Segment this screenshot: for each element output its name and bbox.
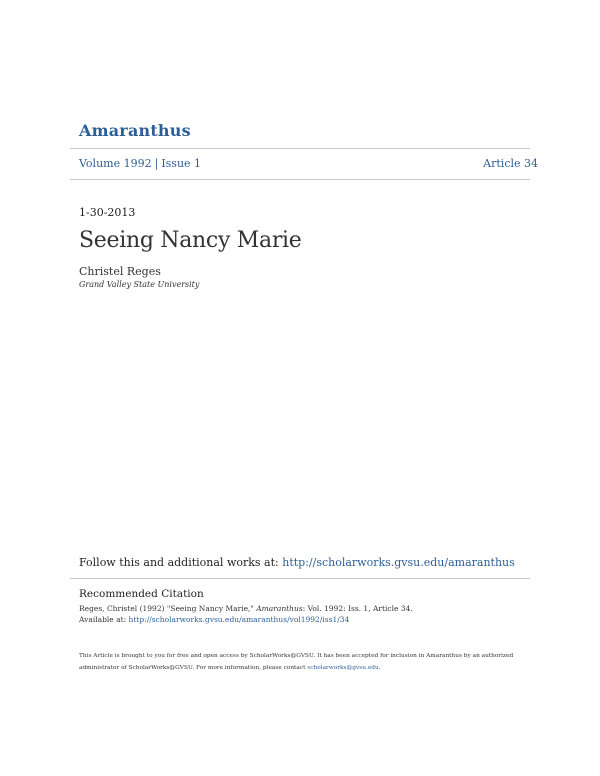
- volume-link[interactable]: Volume 1992: [79, 157, 152, 170]
- author-name: Christel Reges: [79, 265, 161, 278]
- citation-post: : Vol. 1992: Iss. 1, Article 34.: [302, 604, 413, 613]
- follow-line: [79, 556, 515, 569]
- article-number-link[interactable]: Article 34: [483, 157, 538, 170]
- publication-date: 1-30-2013: [79, 206, 136, 219]
- volume-issue-line: [79, 157, 201, 170]
- article-url-link[interactable]: http://scholarworks.gvsu.edu/amaranthus/vol1992/iss1/34: [128, 615, 350, 624]
- citation-divider: [70, 578, 530, 579]
- notice-line-2: [79, 662, 529, 674]
- volume-issue-separator: |: [154, 157, 159, 170]
- available-label: Available at:: [79, 615, 129, 624]
- article-title: Seeing Nancy Marie: [79, 228, 302, 253]
- subheader-divider: [70, 179, 530, 180]
- collection-link[interactable]: http://scholarworks.gvsu.edu/amaranthus: [282, 556, 515, 569]
- notice-line-1: This Article is brought to you for free and open access by ScholarWorks@GVSU. It has been accepted for inclusion in Amaranthus by an authorized: [79, 653, 514, 659]
- citation-pre: Reges, Christel (1992) "Seeing Nancy Marie,": [79, 604, 257, 613]
- follow-text: Follow this and additional works at:: [79, 556, 283, 569]
- notice-line-2-post: .: [378, 665, 381, 671]
- notice-line-2-pre: administrator of ScholarWorks@GVSU. For more information, please contact: [79, 665, 308, 671]
- journal-title[interactable]: Amaranthus: [79, 121, 191, 140]
- access-notice: [79, 650, 529, 674]
- issue-link[interactable]: Issue 1: [161, 157, 202, 170]
- recommended-citation-heading: Recommended Citation: [79, 588, 204, 600]
- author-affiliation: Grand Valley State University: [79, 280, 200, 289]
- contact-email-link[interactable]: scholarworks@gvsu.edu: [307, 665, 379, 671]
- available-at-line: [79, 615, 349, 624]
- citation-journal: Amaranthus: [256, 604, 303, 613]
- header-divider: [70, 148, 530, 149]
- citation-text: [79, 604, 413, 613]
